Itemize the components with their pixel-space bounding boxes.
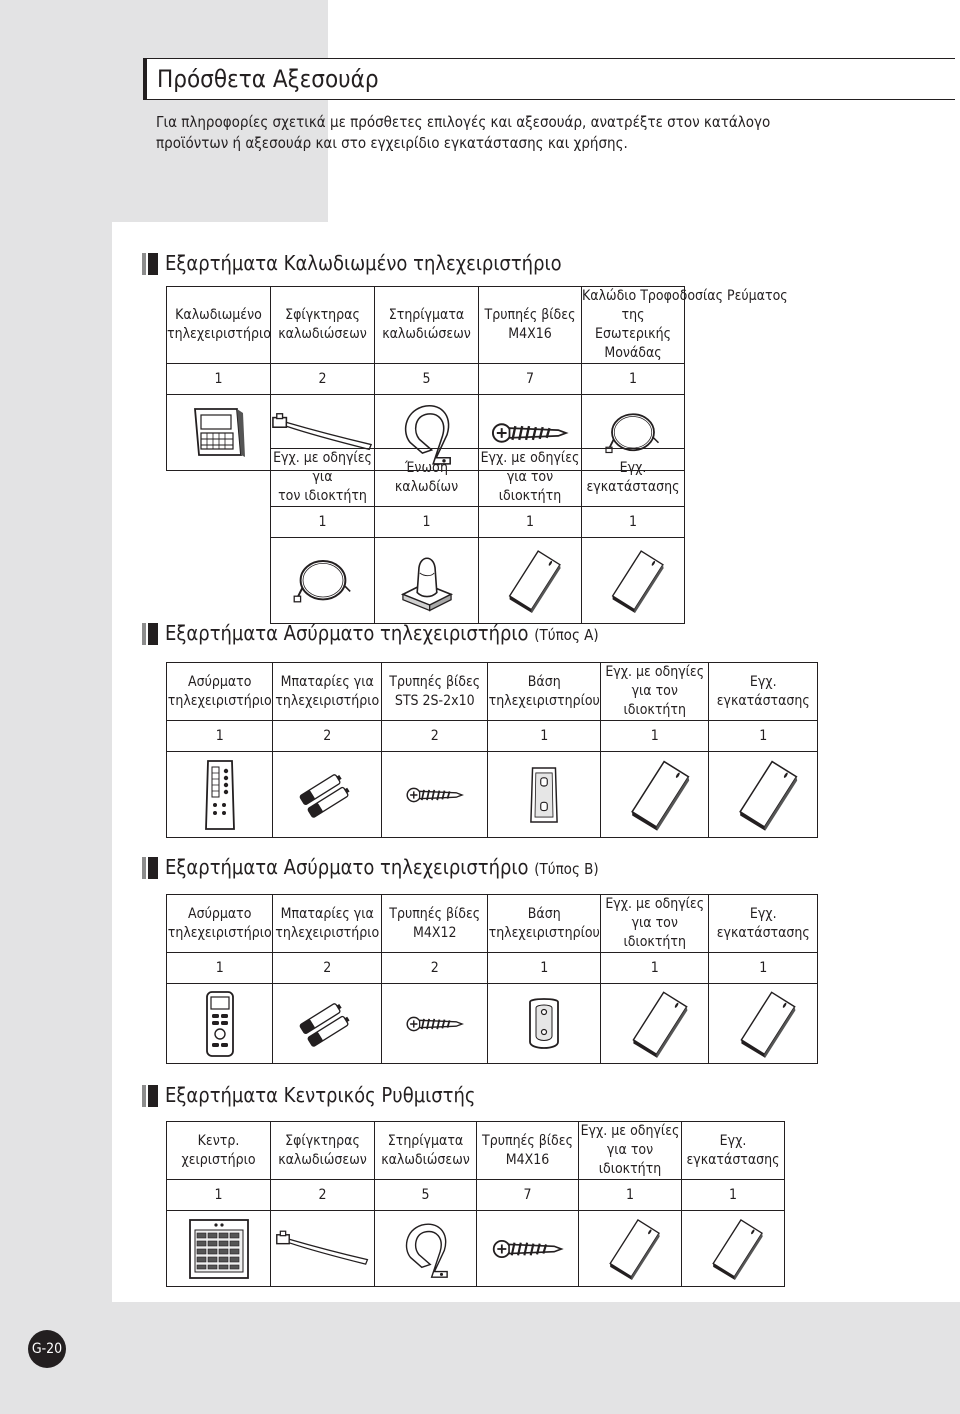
quantity-cell: 2 bbox=[381, 953, 487, 984]
col-header: Εγχ. με οδηγίες για τον ιδιοκτήτη bbox=[271, 449, 375, 507]
col-header: Βάση τηλεχειριστηρίου bbox=[488, 663, 601, 721]
wired-remote-icon bbox=[167, 395, 271, 471]
col-header: Στηρίγματα καλωδιώσεων bbox=[375, 1122, 477, 1180]
page-title-bar bbox=[143, 58, 955, 100]
section-title-wireless-a: Εξαρτήματα Ασύρματο τηλεχειριστήριο (Τύπος A) bbox=[165, 621, 599, 645]
page-corner-tab bbox=[0, 0, 328, 222]
col-header: Καλώδιο Τροφοδοσίας Ρεύματος της Εσωτερικής Μονάδας bbox=[582, 287, 685, 364]
quantity-cell: 1 bbox=[271, 507, 375, 538]
quantity-cell: 1 bbox=[167, 1180, 271, 1211]
col-header: Σφίγκτηρας καλωδιώσεων bbox=[271, 287, 375, 364]
quantity-cell: 5 bbox=[375, 1180, 477, 1211]
batteries-icon bbox=[273, 752, 382, 838]
section-title-wired: Εξαρτήματα Καλωδιωμένο τηλεχειριστήριο bbox=[165, 251, 562, 275]
cable-tie-icon bbox=[271, 1211, 375, 1287]
wireless-a-accessories-table bbox=[166, 662, 818, 838]
col-header: Μπαταρίες για τηλεχειριστήριο bbox=[273, 663, 382, 721]
quantity-cell: 1 bbox=[167, 364, 271, 395]
quantity-cell: 1 bbox=[582, 507, 685, 538]
manual-icon bbox=[579, 1211, 682, 1287]
quantity-cell: 1 bbox=[167, 721, 273, 752]
col-header: Ασύρματο τηλεχειριστήριο bbox=[167, 663, 273, 721]
remote-holder-icon bbox=[488, 984, 601, 1064]
cable-clamp-icon bbox=[375, 1211, 477, 1287]
col-header: Μπαταρίες για τηλεχειριστήριο bbox=[273, 895, 382, 953]
manual-icon bbox=[709, 984, 818, 1064]
quantity-cell: 2 bbox=[271, 364, 375, 395]
col-header: Ένωση καλωδίων bbox=[375, 449, 479, 507]
col-header: Καλωδιωμένο τηλεχειριστήριο bbox=[167, 287, 271, 364]
quantity-cell: 1 bbox=[479, 507, 582, 538]
manual-icon bbox=[709, 752, 818, 838]
quantity-cell: 1 bbox=[600, 953, 709, 984]
remote-b-icon bbox=[167, 984, 273, 1064]
intro-text bbox=[156, 112, 856, 154]
col-header: Εγχ. με οδηγίες για τον ιδιοκτήτη bbox=[600, 895, 709, 953]
col-header: Τρυπηές βίδες M4X12 bbox=[381, 895, 487, 953]
central-controller-icon bbox=[167, 1211, 271, 1287]
quantity-cell: 7 bbox=[479, 364, 582, 395]
screw-icon bbox=[477, 1211, 579, 1287]
quantity-cell: 2 bbox=[273, 721, 382, 752]
remote-a-icon bbox=[167, 752, 273, 838]
wireless-b-accessories-table bbox=[166, 894, 818, 1064]
manual-icon bbox=[600, 752, 709, 838]
wired-accessories-table-row2 bbox=[270, 448, 685, 624]
section-title-wireless-b: Εξαρτήματα Ασύρματο τηλεχειριστήριο (Τύπος B) bbox=[165, 855, 599, 879]
quantity-cell: 1 bbox=[488, 721, 601, 752]
manual-icon bbox=[682, 1211, 785, 1287]
screw-icon bbox=[381, 752, 487, 838]
batteries-icon bbox=[273, 984, 382, 1064]
manual-icon bbox=[600, 984, 709, 1064]
quantity-cell: 1 bbox=[167, 953, 273, 984]
cable-coil-icon bbox=[271, 538, 375, 624]
quantity-cell: 2 bbox=[381, 721, 487, 752]
col-header: Τρυπηές βίδες M4X16 bbox=[477, 1122, 579, 1180]
col-header: Εγχ. με οδηγίες για τον ιδιοκτήτη bbox=[579, 1122, 682, 1180]
col-header: Βάση τηλεχειριστηρίου bbox=[488, 895, 601, 953]
intro-line-1: Για πληροφορίες σχετικά με πρόσθετες επιλογές και αξεσουάρ, ανατρέξτε στον κατάλογο bbox=[156, 113, 771, 131]
quantity-cell: 1 bbox=[488, 953, 601, 984]
quantity-cell: 1 bbox=[709, 953, 818, 984]
col-header: Κεντρ. χειριστήριο bbox=[167, 1122, 271, 1180]
intro-line-2: προϊόντων ή αξεσουάρ και στο εγχειρίδιο εγκατάστασης και χρήσης. bbox=[156, 134, 628, 152]
quantity-cell: 7 bbox=[477, 1180, 579, 1211]
page-title: Πρόσθετα Αξεσουάρ bbox=[157, 65, 379, 93]
col-header: Εγχ. με οδηγίες για τον ιδιοκτήτη bbox=[479, 449, 582, 507]
quantity-cell: 1 bbox=[579, 1180, 682, 1211]
wired-accessories-table-row1 bbox=[166, 286, 788, 471]
col-header: Ασύρματο τηλεχειριστήριο bbox=[167, 895, 273, 953]
col-header: Σφίγκτηρας καλωδιώσεων bbox=[271, 1122, 375, 1180]
col-header: Εγχ. εγκατάστασης bbox=[709, 895, 818, 953]
col-header: Εγχ. εγκατάστασης bbox=[709, 663, 818, 721]
central-accessories-table bbox=[166, 1121, 785, 1287]
col-header: Εγχ. με οδηγίες για τον ιδιοκτήτη bbox=[600, 663, 709, 721]
quantity-cell: 1 bbox=[375, 507, 479, 538]
manual-icon bbox=[479, 538, 582, 624]
section-title-central: Εξαρτήματα Κεντρικός Ρυθμιστής bbox=[165, 1083, 476, 1107]
quantity-cell: 1 bbox=[600, 721, 709, 752]
col-header: Τρυπηές βίδες STS 2S-2x10 bbox=[381, 663, 487, 721]
quantity-cell: 1 bbox=[582, 364, 685, 395]
quantity-cell: 5 bbox=[375, 364, 479, 395]
quantity-cell: 1 bbox=[682, 1180, 785, 1211]
quantity-cell: 2 bbox=[273, 953, 382, 984]
page-number-badge: G-20 bbox=[28, 1330, 66, 1368]
manual-icon bbox=[582, 538, 685, 624]
col-header: Εγχ. εγκατάστασης bbox=[682, 1122, 785, 1180]
col-header: Εγχ. εγκατάστασης bbox=[582, 449, 685, 507]
wire-connector-icon bbox=[375, 538, 479, 624]
screw-icon bbox=[381, 984, 487, 1064]
col-header: Τρυπηές βίδες M4X16 bbox=[479, 287, 582, 364]
quantity-cell: 2 bbox=[271, 1180, 375, 1211]
remote-holder-icon bbox=[488, 752, 601, 838]
quantity-cell: 1 bbox=[709, 721, 818, 752]
col-header: Στηρίγματα καλωδιώσεων bbox=[375, 287, 479, 364]
